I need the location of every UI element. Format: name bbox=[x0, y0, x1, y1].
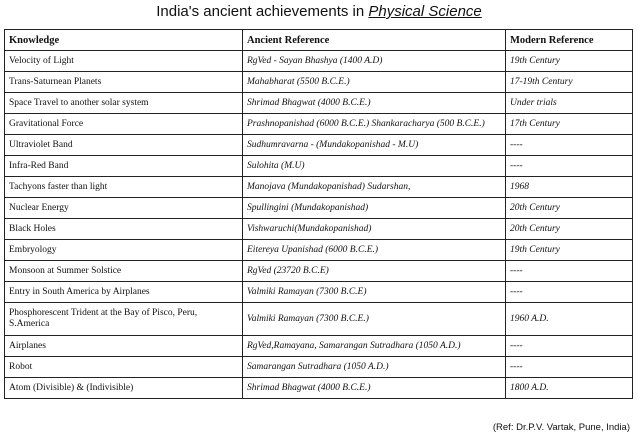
ancient-reference-cell: Prashnopanishad (6000 B.C.E.) Shankaracharya (500 B.C.E.) bbox=[243, 114, 506, 135]
knowledge-cell: Phosphorescent Trident at the Bay of Pisco, Peru, S.America bbox=[5, 303, 243, 336]
modern-reference-cell: ---- bbox=[506, 336, 633, 357]
ancient-reference-cell: Eitereya Upanishad (6000 B.C.E.) bbox=[243, 240, 506, 261]
ancient-reference-cell: Shrimad Bhagwat (4000 B.C.E.) bbox=[243, 378, 506, 399]
modern-reference-cell: ---- bbox=[506, 357, 633, 378]
knowledge-cell: Airplanes bbox=[5, 336, 243, 357]
modern-reference-cell: 20th Century bbox=[506, 198, 633, 219]
header-ancient-reference: Ancient Reference bbox=[243, 30, 506, 51]
table-row bbox=[5, 219, 633, 240]
table-row bbox=[5, 282, 633, 303]
knowledge-cell: Trans-Saturnean Planets bbox=[5, 72, 243, 93]
modern-reference-cell: 1960 A.D. bbox=[506, 303, 633, 336]
ancient-reference-cell: Mahabharat (5500 B.C.E.) bbox=[243, 72, 506, 93]
modern-reference-cell: Under trials bbox=[506, 93, 633, 114]
knowledge-cell: Entry in South America by Airplanes bbox=[5, 282, 243, 303]
modern-reference-cell: 19th Century bbox=[506, 51, 633, 72]
modern-reference-cell: ---- bbox=[506, 261, 633, 282]
modern-reference-cell: ---- bbox=[506, 156, 633, 177]
ancient-reference-cell: RgVed (23720 B.C.E) bbox=[243, 261, 506, 282]
knowledge-cell: Infra-Red Band bbox=[5, 156, 243, 177]
knowledge-cell: Atom (Divisible) & (Indivisible) bbox=[5, 378, 243, 399]
ancient-reference-cell: Sulohita (M.U) bbox=[243, 156, 506, 177]
table-row bbox=[5, 336, 633, 357]
title-prefix: India's ancient achievements in bbox=[156, 3, 369, 20]
knowledge-cell: Black Holes bbox=[5, 219, 243, 240]
header-modern-reference: Modern Reference bbox=[506, 30, 633, 51]
header-knowledge: Knowledge bbox=[5, 30, 243, 51]
table-row bbox=[5, 156, 633, 177]
ancient-reference-cell: Manojava (Mundakopanishad) Sudarshan, bbox=[243, 177, 506, 198]
knowledge-cell: Monsoon at Summer Solstice bbox=[5, 261, 243, 282]
modern-reference-cell: 1800 A.D. bbox=[506, 378, 633, 399]
modern-reference-cell: 20th Century bbox=[506, 219, 633, 240]
ancient-reference-cell: Sudhumravarna - (Mundakopanishad - M.U) bbox=[243, 135, 506, 156]
reference-credit: (Ref: Dr.P.V. Vartak, Pune, India) bbox=[492, 422, 630, 433]
ancient-reference-cell: Vishwaruchi(Mundakopanishad) bbox=[243, 219, 506, 240]
knowledge-cell: Robot bbox=[5, 357, 243, 378]
ancient-reference-cell: Samarangan Sutradhara (1050 A.D.) bbox=[243, 357, 506, 378]
table-row bbox=[5, 240, 633, 261]
title-emphasis: Physical Science bbox=[368, 3, 482, 20]
knowledge-cell: Velocity of Light bbox=[5, 51, 243, 72]
ancient-reference-cell: RgVed,Ramayana, Samarangan Sutradhara (1050 A.D.) bbox=[243, 336, 506, 357]
table-row bbox=[5, 51, 633, 72]
table-row bbox=[5, 357, 633, 378]
table-row bbox=[5, 177, 633, 198]
ancient-reference-cell: Spullingini (Mundakopanishad) bbox=[243, 198, 506, 219]
knowledge-cell: Space Travel to another solar system bbox=[5, 93, 243, 114]
modern-reference-cell: ---- bbox=[506, 282, 633, 303]
knowledge-cell: Nuclear Energy bbox=[5, 198, 243, 219]
knowledge-cell: Ultraviolet Band bbox=[5, 135, 243, 156]
knowledge-cell: Gravitational Force bbox=[5, 114, 243, 135]
ancient-reference-cell: Shrimad Bhagwat (4000 B.C.E.) bbox=[243, 93, 506, 114]
table-header-row bbox=[5, 30, 633, 51]
table-row bbox=[5, 93, 633, 114]
table-row bbox=[5, 198, 633, 219]
modern-reference-cell: 1968 bbox=[506, 177, 633, 198]
table-row bbox=[5, 72, 633, 93]
modern-reference-cell: ---- bbox=[506, 135, 633, 156]
table-row bbox=[5, 135, 633, 156]
achievements-table bbox=[4, 29, 633, 399]
knowledge-cell: Embryology bbox=[5, 240, 243, 261]
ancient-reference-cell: Valmiki Ramayan (7300 B.C.E) bbox=[243, 282, 506, 303]
ancient-reference-cell: RgVed - Sayan Bhashya (1400 A.D) bbox=[243, 51, 506, 72]
table-row bbox=[5, 114, 633, 135]
modern-reference-cell: 19th Century bbox=[506, 240, 633, 261]
page-title bbox=[0, 3, 638, 20]
table-row bbox=[5, 378, 633, 399]
modern-reference-cell: 17-19th Century bbox=[506, 72, 633, 93]
knowledge-cell: Tachyons faster than light bbox=[5, 177, 243, 198]
ancient-reference-cell: Valmiki Ramayan (7300 B.C.E.) bbox=[243, 303, 506, 336]
table-row bbox=[5, 261, 633, 282]
modern-reference-cell: 17th Century bbox=[506, 114, 633, 135]
table-row bbox=[5, 303, 633, 336]
